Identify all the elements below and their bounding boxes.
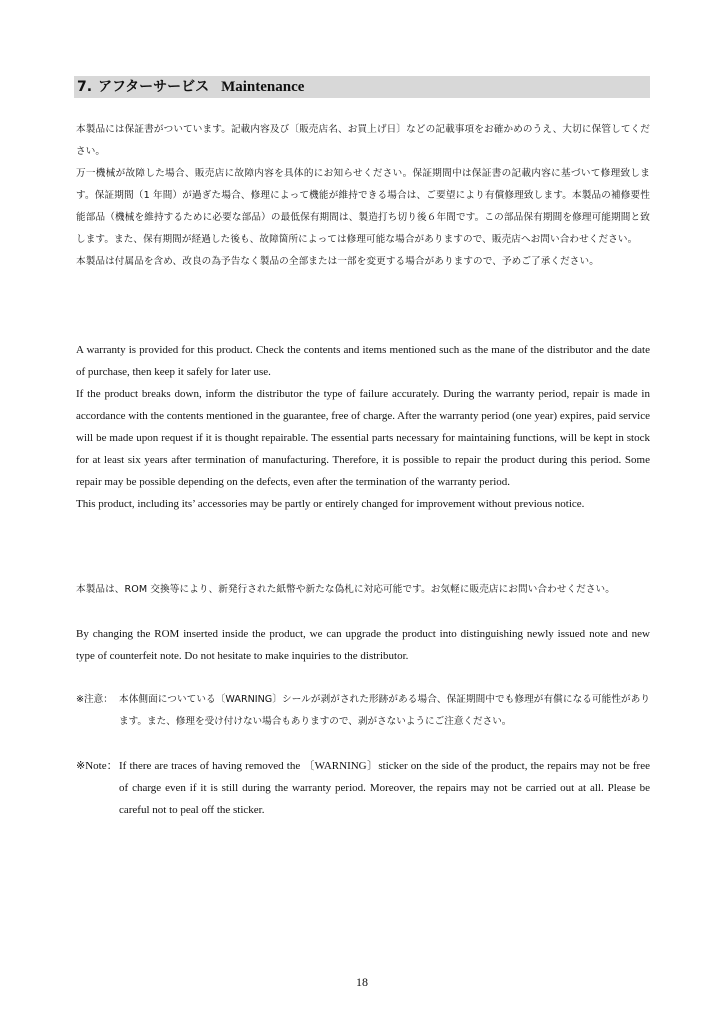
caution-text-en: If there are traces of having removed the 〔WARNING〕sticker on the side of the product, the repairs may not be free of charge even if it is still during the warranty period. Moreover, the repairs may not be carried out at all. Please be careful not to peal off the sticker. (119, 760, 650, 816)
caution-note-en (76, 755, 650, 821)
caution-text-jp: 本体側面についている〔WARNING〕シールが剥がされた形跡がある場合、保証期間中でも修理が有償になる可能性があります。また、修理を受け付けない場合もありますので、剥がさないようにご注意ください。 (119, 694, 650, 727)
warranty-text-en (76, 339, 650, 515)
rom-paragraph-jp: 本製品は、ROM 交換等により、新発行された紙幣や新たな偽札に対応可能です。お気軽に販売店にお問い合わせください。 (76, 584, 615, 595)
rom-text-jp (76, 579, 650, 601)
warranty-paragraph-en-2: If the product breaks down, inform the distributor the type of failure accurately. During the warranty period, repair is made in accordance with the contents mentioned in the guarantee, free of charge. After the warranty period (one year) expires, paid service will be made upon request if it is thought repairable. The essential parts necessary for maintaining functions, will be kept in stock for at least six years after termination of manufacturing. Therefore, it is possible to repair the product during this period. Some repair may be possible depending on the defects, even after the termination of the warranty period. (76, 388, 650, 488)
warranty-paragraph-jp-2: 万一機械が故障した場合、販売店に故障内容を具体的にお知らせください。保証期間中は保証書の記載内容に基づいて修理致します。保証期間（1 年間）が過ぎた場合、修理によって機能が維持できる場合は、ご要望により有償修理致します。本製品の補修要性能部品（機械を維持するために必要な部品）の最低保有期間は、製造打ち切り後６年間です。この部品保有期間を修理可能期間と致します。また、保有期間が経過した後も、故障箇所によっては修理可能な場合がありますので、販売店へお問い合わせください。 (76, 168, 650, 245)
warranty-paragraph-en-3: This product, including its’ accessories may be partly or entirely changed for improvement without previous notice. (76, 498, 585, 510)
caution-label-jp: ※注意： (76, 694, 113, 705)
section-title-jp: アフターサービス (98, 79, 210, 95)
page-number: 18 (356, 975, 368, 989)
warranty-paragraph-jp-3: 本製品は付属品を含め、改良の為予告なく製品の全部または一部を変更する場合がありますので、予めご了承ください。 (76, 256, 599, 267)
rom-text-en (76, 623, 650, 667)
section-title-en: Maintenance (221, 79, 305, 95)
warranty-text-jp (76, 119, 650, 273)
warranty-paragraph-en-1: A warranty is provided for this product. Check the contents and items mentioned such as the mane of the distributor and the date of purchase, then keep it safely for later use. (76, 344, 650, 378)
warranty-paragraph-jp-1: 本製品には保証書がついています。記載内容及び〔販売店名、お買上げ日〕などの記載事項をお確かめのうえ、大切に保管してください。 (76, 124, 650, 157)
caution-label-en: ※Note： (76, 760, 118, 772)
section-heading (74, 76, 650, 98)
caution-note-jp (76, 689, 650, 733)
rom-paragraph-en: By changing the ROM inserted inside the product, we can upgrade the product into distinguishing newly issued note and new type of counterfeit note. Do not hesitate to make inquiries to the distributor. (76, 628, 650, 662)
section-number: 7. (77, 79, 93, 95)
